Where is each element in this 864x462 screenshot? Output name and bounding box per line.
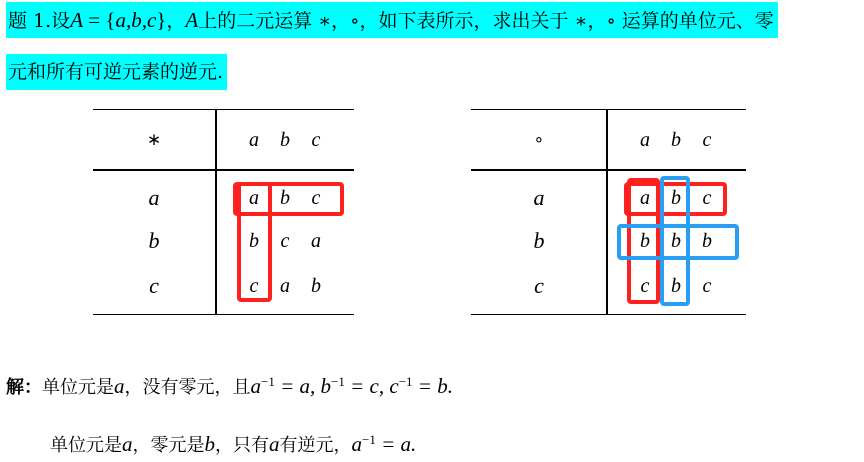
col-header: b (280, 129, 290, 151)
inverse-base: b (320, 374, 332, 398)
inverse-base: a (250, 374, 261, 398)
set-name: A (185, 8, 199, 32)
table-cell: b (671, 187, 681, 209)
answer-line-1 (6, 367, 453, 397)
col-header: a (249, 129, 259, 151)
inverse-value: = b. (412, 374, 453, 398)
inverse-exponent: −1 (331, 374, 345, 389)
col-header: c (702, 129, 712, 151)
table-divider (606, 110, 608, 314)
row-header: c (149, 273, 159, 298)
inverse-value: = a, (274, 374, 321, 398)
zero-element: b (204, 432, 215, 456)
table-cell: b (640, 230, 650, 252)
table-cell: a (640, 187, 650, 209)
question-text: ， (166, 10, 186, 32)
question-line-1 (6, 2, 778, 38)
inverse-exponent: −1 (261, 374, 275, 389)
table-cell: a (249, 187, 259, 209)
row-header: b (148, 228, 160, 253)
answer-label: 解： (6, 377, 42, 398)
inverse-base: c (389, 374, 399, 398)
table-cell: c (640, 275, 650, 297)
set-name: A (70, 8, 84, 32)
inverse-value: = c, (344, 374, 390, 398)
operator-star: ∗ (146, 130, 162, 150)
table-cell: b (249, 230, 259, 252)
question-number: 题 1. (8, 10, 52, 32)
answer-text: 单位元是 (50, 435, 122, 456)
answer-text: ，只有 (215, 435, 269, 456)
row-header: b (533, 228, 545, 253)
table-cell: b (702, 230, 712, 252)
identity-element: a (122, 432, 133, 456)
identity-element: a (114, 374, 125, 398)
table-cell: c (702, 187, 712, 209)
table-cell: c (702, 275, 712, 297)
answer-text: ，零元是 (132, 435, 205, 456)
highlight-identity-col (237, 182, 272, 302)
col-header: c (311, 129, 321, 151)
inverse-value: = a. (375, 432, 417, 456)
table-cell: a (280, 275, 290, 297)
set-close: } (156, 8, 167, 32)
table-cell: c (280, 230, 290, 252)
highlight-zero-col (660, 176, 690, 306)
table-divider (93, 169, 354, 171)
answer-text: 有逆元， (279, 435, 352, 456)
table-divider (215, 110, 217, 314)
invertible-element: a (269, 432, 280, 456)
table-cell: b (671, 275, 681, 297)
inverse-exponent: −1 (398, 374, 413, 389)
col-header: b (671, 129, 681, 151)
inverse-exponent: −1 (362, 432, 376, 447)
answer-text: 单位元是 (42, 377, 114, 398)
col-header: a (640, 129, 650, 151)
inverse-base: a (351, 432, 362, 456)
table-cell: a (311, 230, 321, 252)
set-eq: = { (83, 8, 116, 32)
table-cell: c (311, 187, 321, 209)
table-cell: b (280, 187, 290, 209)
table-divider (471, 169, 746, 171)
answer-line-2 (50, 425, 416, 455)
table-cell: b (671, 230, 681, 252)
row-header: a (148, 185, 160, 210)
question-text: 元和所有可逆元素的逆元. (8, 61, 224, 83)
table-cell: c (249, 275, 259, 297)
question-text: 设 (51, 10, 71, 32)
answer-text: ，没有零元，且 (124, 377, 251, 398)
operator-circ: ∘ (533, 130, 545, 150)
table-cell: b (311, 275, 321, 297)
row-header: a (533, 185, 545, 210)
operation-table-star (93, 109, 354, 315)
row-header: c (534, 273, 544, 298)
question-line-2 (6, 54, 227, 90)
question-text: 上的二元运算 ∗，∘，如下表所示，求出关于 ∗，∘ 运算的单位元、零 (198, 10, 774, 32)
operation-table-circ (471, 109, 746, 315)
set-elements: a,b,c (115, 8, 157, 32)
